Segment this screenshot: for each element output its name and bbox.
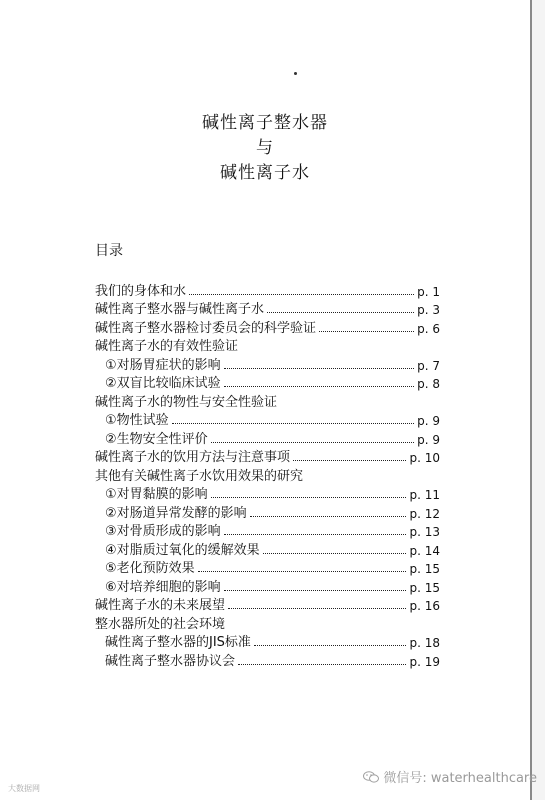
wechat-icon: [363, 771, 379, 783]
toc-entry: [95, 558, 440, 577]
dot-leader: [211, 497, 407, 498]
dot-leader: [211, 442, 414, 443]
table-of-contents: [95, 280, 440, 669]
dot-leader: [224, 368, 414, 369]
toc-entry-label: ⑥对培养细胞的影响: [105, 579, 221, 595]
toc-entry-label: ④对脂质过氧化的缓解效果: [105, 542, 260, 558]
toc-entry: [95, 613, 440, 632]
toc-entry-page: p. 13: [409, 525, 440, 539]
toc-entry-page: p. 10: [409, 451, 440, 465]
toc-entry-label: ②生物安全性评价: [105, 431, 208, 447]
toc-entry: [95, 632, 440, 651]
toc-entry: [95, 595, 440, 614]
dot-leader: [293, 460, 406, 461]
toc-entry-label: ①物性试验: [105, 413, 169, 428]
toc-entry: [95, 410, 440, 429]
toc-entry-page: p. 6: [417, 321, 440, 336]
dot-leader: [189, 294, 414, 295]
title-line-3: 碱性离子水: [220, 163, 310, 183]
toc-entry-label: ①对肠胃症状的影响: [105, 357, 221, 373]
toc-entry-label: 碱性离子整水器与碱性离子水: [95, 302, 265, 317]
dot-leader: [238, 664, 406, 665]
dot-leader: [228, 608, 406, 609]
toc-entry: [95, 428, 440, 447]
toc-entry-label: 整水器所处的社会环境: [95, 616, 226, 632]
toc-entry-label: ②对肠道异常发酵的影响: [105, 505, 247, 521]
toc-entry: [95, 391, 440, 410]
toc-entry-label: ②双盲比较临床试验: [105, 376, 221, 391]
toc-entry: [95, 299, 440, 318]
corner-mark: 大数据网: [8, 784, 40, 793]
toc-entry-page: p. 9: [417, 432, 440, 447]
watermark-text: 微信号: waterhealthcare: [383, 771, 537, 786]
toc-entry-page: p. 9: [417, 414, 440, 428]
toc-entry: [95, 484, 440, 503]
title-line-1: 碱性离子整水器: [202, 113, 328, 133]
scan-margin: [532, 0, 545, 800]
toc-entry-label: 我们的身体和水: [95, 283, 187, 299]
dot-leader: [224, 590, 407, 591]
scan-speck: [294, 72, 297, 75]
title-line-2: 与: [256, 138, 274, 158]
toc-entry-page: p. 15: [409, 562, 440, 576]
toc-entry-page: p. 12: [409, 506, 440, 521]
toc-entry-page: p. 18: [409, 636, 440, 650]
dot-leader: [254, 645, 407, 646]
toc-entry: [95, 576, 440, 595]
toc-entry-page: p. 15: [409, 580, 440, 595]
toc-entry: [95, 521, 440, 540]
toc-entry-label: 其他有关碱性离子水饮用效果的研究: [95, 468, 304, 484]
toc-entry: [95, 336, 440, 355]
toc-heading: 目录: [95, 243, 123, 259]
dot-leader: [224, 386, 414, 387]
toc-entry: [95, 373, 440, 392]
toc-entry-label: 碱性离子整水器的JIS标准: [105, 635, 251, 650]
toc-entry: [95, 280, 440, 299]
toc-entry-page: p. 1: [417, 284, 440, 299]
dot-leader: [267, 312, 414, 313]
dot-leader: [224, 534, 407, 535]
toc-entry: [95, 317, 440, 336]
toc-entry: [95, 502, 440, 521]
toc-entry-label: 碱性离子整水器协议会: [105, 653, 236, 669]
toc-entry-label: ③对骨质形成的影响: [105, 524, 221, 539]
toc-entry-label: 碱性离子水的未来展望: [95, 598, 226, 613]
dot-leader: [263, 553, 407, 554]
toc-entry: [95, 465, 440, 484]
toc-entry-label: 碱性离子水的饮用方法与注意事项: [95, 450, 291, 465]
toc-entry: [95, 539, 440, 558]
toc-entry-page: p. 14: [409, 543, 440, 558]
watermark: [363, 767, 537, 786]
dot-leader: [198, 571, 407, 572]
toc-entry-page: p. 7: [417, 358, 440, 373]
toc-entry: [95, 650, 440, 669]
dot-leader: [319, 331, 414, 332]
toc-entry: [95, 447, 440, 466]
toc-entry-page: p. 3: [417, 303, 440, 317]
dot-leader: [250, 516, 407, 517]
toc-entry-page: p. 8: [417, 377, 440, 391]
toc-entry-label: ⑤老化预防效果: [105, 561, 195, 576]
toc-entry-page: p. 11: [409, 488, 440, 502]
toc-entry-page: p. 19: [409, 654, 440, 669]
toc-entry-label: 碱性离子水的有效性验证: [95, 339, 239, 354]
toc-entry-label: 碱性离子水的物性与安全性验证: [95, 394, 278, 410]
toc-entry-label: 碱性离子整水器检讨委员会的科学验证: [95, 320, 317, 336]
toc-entry-label: ①对胃黏膜的影响: [105, 487, 208, 502]
toc-entry: [95, 354, 440, 373]
toc-entry-page: p. 16: [409, 599, 440, 613]
dot-leader: [172, 423, 414, 424]
